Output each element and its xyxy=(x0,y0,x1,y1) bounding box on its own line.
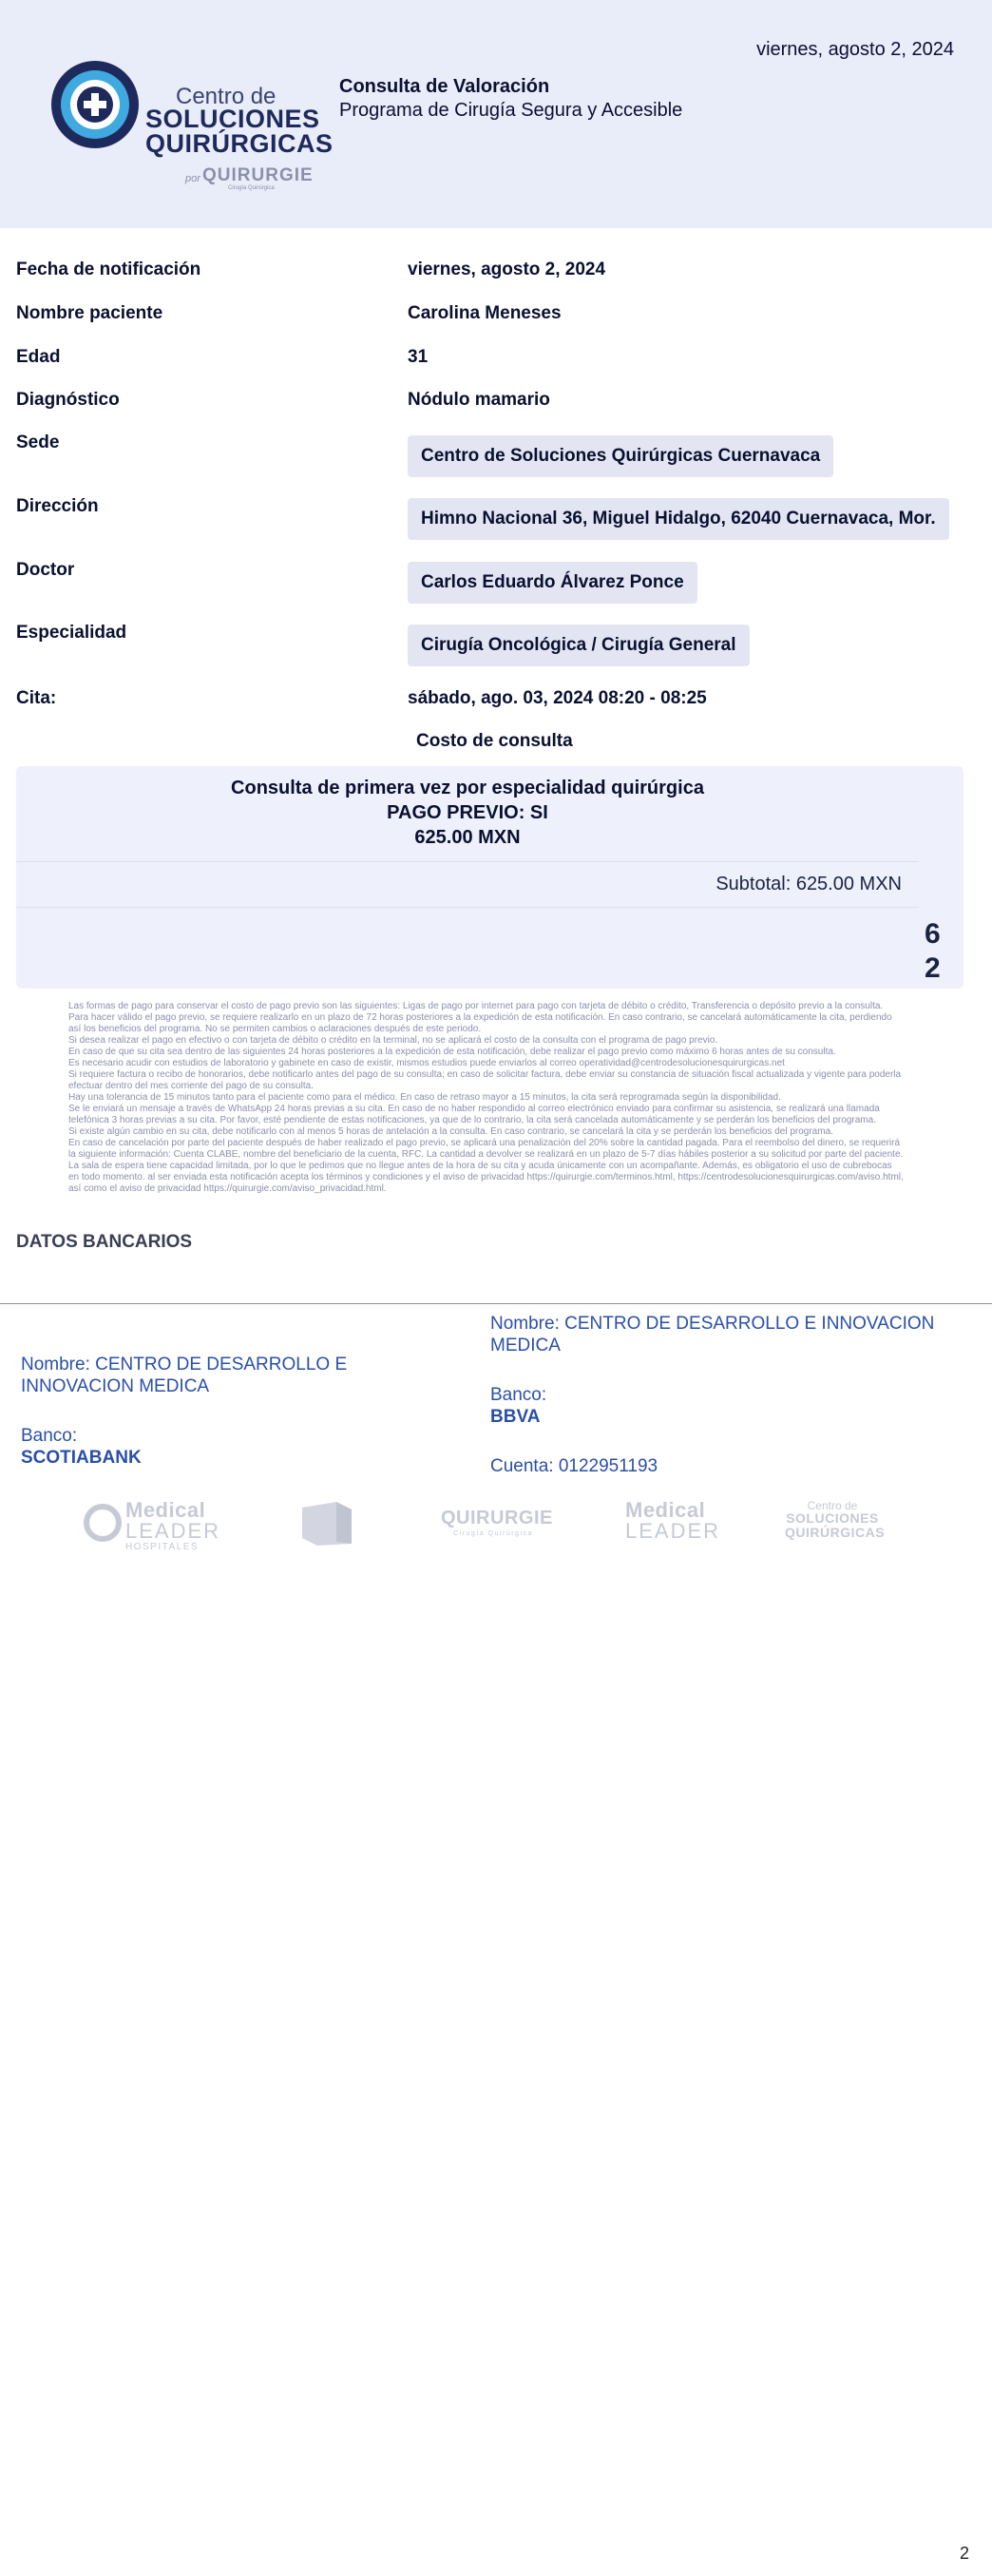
logo-text-bot: QUIRÚRGICAS xyxy=(145,129,334,158)
field-value-diagnosis: Nódulo mamario xyxy=(408,390,550,410)
logo-text-mid: SOLUCIONES xyxy=(145,105,320,133)
terms-paragraph: Se le enviará un mensaje a través de WhatsApp 24 horas previas a su cita. En caso de no haber respondido al correo electrónico enviado para confirmar su asistencia, se realizará una llamada telefónica 3 horas previas a su cita. Por favor, esté pendiente de estas notificaciones, ya que de lo contrario, la cita será cancelada automáticamente y se perderán los beneficios del programa. xyxy=(68,1104,880,1125)
partner-text: Medical xyxy=(625,1498,706,1522)
terms-paragraph: La sala de espera tiene capacidad limitada, por lo que le pedimos que no llegue antes de la hora de su cita y acuda únicamente con un acompañante. Además, es obligatorio el uso de cubrebocas en todo momento. al ser enviada esta notificación acepta los términos y condiciones y el aviso de privacidad https://quirurgie.com/terminos.html, https://centrodesolucionesquirurgicas.com/aviso.html, así como el aviso de privacidad https://quirurgie.com/aviso_privacidad.html. xyxy=(68,1161,904,1194)
terms-paragraph: Para hacer válido el pago previo, se requiere realizarlo en un plazo de 72 horas posteriores a la expedición de esta notificación. En caso contrario, se cancelará automáticamente la cita, perdiendo así los beneficios del programa. No se permiten cambios o aclaraciones después de este periodo. xyxy=(68,1012,892,1034)
ring-logo-icon xyxy=(84,1502,122,1544)
partner-text: QUIRÚRGICAS xyxy=(785,1525,886,1540)
bank-name: BBVA xyxy=(490,1407,541,1427)
building-logo-icon xyxy=(298,1500,355,1548)
partner-logo-building xyxy=(298,1500,355,1548)
bank-account-right xyxy=(490,1313,937,1476)
section-divider xyxy=(0,1303,992,1304)
terms-paragraph: Si requiere factura o recibo de honorarios, debe notificarlo antes del pago de su consulta; en caso de solicitar factura, debe enviar su constancia de situación fiscal actualizada y vigente para poderla efectuar dentro del mes corriente del pago de su consulta. xyxy=(68,1069,902,1091)
cost-amount: 625.00 MXN xyxy=(414,827,521,848)
partner-logo-centro-soluciones xyxy=(785,1499,886,1548)
field-value-location: Centro de Soluciones Quirúrgicas Cuernavaca xyxy=(408,435,833,477)
bank-holder-name: Nombre: CENTRO DE DESARROLLO E INNOVACION MEDICA xyxy=(21,1355,348,1396)
field-label-specialty: Especialidad xyxy=(16,623,127,643)
field-label-appointment: Cita: xyxy=(16,688,57,708)
page-number: 2 xyxy=(959,2544,969,2563)
cost-heading: Costo de consulta xyxy=(416,731,573,751)
field-value-specialty: Cirugía Oncológica / Cirugía General xyxy=(408,625,750,666)
terms-paragraph: Si existe algún cambio en su cita, debe notificarlo con al menos 5 horas de antelación a la consulta. En caso contrario, se cancelará la cita y se perderán los beneficios del programa. xyxy=(68,1126,833,1137)
field-value-doctor: Carlos Eduardo Álvarez Ponce xyxy=(408,562,697,604)
bank-holder-name: Nombre: CENTRO DE DESARROLLO E INNOVACION MEDICA xyxy=(490,1314,935,1355)
bank-account-left xyxy=(21,1354,448,1469)
terms-fine-print xyxy=(68,1001,905,1195)
terms-paragraph: En caso de cancelación por parte del paciente después de haber realizado el pago previo, se aplicará una penalización del 20% sobre la cantidad pagada. Para el reembolso del dinero, se requerirá la siguiente información: Cuenta CLABE, nombre del beneficiario de la cuenta, RFC. La cantidad a devolver se realizará en un plazo de 5-7 días hábiles posterior a su solicitud por parte del paciente. xyxy=(68,1138,904,1160)
header-subtitle: Programa de Cirugía Segura y Accesible xyxy=(339,100,683,121)
logo-brand: QUIRURGIE xyxy=(202,165,314,185)
bank-heading: DATOS BANCARIOS xyxy=(16,1232,193,1252)
field-value-address: Himno Nacional 36, Miguel Hidalgo, 62040 Cuernavaca, Mor. xyxy=(408,498,949,540)
partner-logo-medical-leader xyxy=(625,1498,721,1548)
field-label-patient-name: Nombre paciente xyxy=(16,303,163,323)
cost-divider xyxy=(16,861,919,862)
field-value-age: 31 xyxy=(408,347,429,367)
partner-text: LEADER xyxy=(625,1519,721,1543)
page-header xyxy=(0,0,992,228)
terms-paragraph: Hay una tolerancia de 15 minutos tanto para el paciente como para el médico. En caso de retraso mayor a 15 minutos, la cita será reprogramada según la disponibilidad. xyxy=(68,1092,781,1103)
partner-text: QUIRURGIE xyxy=(441,1508,553,1528)
header-title: Consulta de Valoración xyxy=(339,76,550,97)
terms-paragraph: En caso de que su cita sea dentro de las siguientes 24 horas posteriores a la expedición de esta notificación, debe realizar el pago previo como máximo 6 horas antes de su consulta. xyxy=(68,1047,836,1057)
field-label-address: Dirección xyxy=(16,496,99,516)
cost-table xyxy=(16,766,963,989)
partner-text: HOSPITALES xyxy=(125,1542,200,1552)
bank-label: Banco: xyxy=(490,1385,547,1405)
cost-subtotal: Subtotal: 625.00 MXN xyxy=(715,874,902,894)
terms-paragraph: Las formas de pago para conservar el costo de pago previo son las siguientes: Ligas de pago por internet para pago con tarjeta de débito o crédito, Transferencia o depósito previo a la consulta. xyxy=(68,1001,884,1011)
cost-total-digit: 2 xyxy=(925,952,941,984)
company-logo xyxy=(48,59,333,202)
field-value-appointment: sábado, ago. 03, 2024 08:20 - 08:25 xyxy=(408,688,707,708)
field-value-patient-name: Carolina Meneses xyxy=(408,303,562,323)
logo-text-top: Centro de xyxy=(176,84,277,109)
cost-payment-type: PAGO PREVIO: SI xyxy=(387,802,548,823)
cost-total-digit: 6 xyxy=(925,918,941,950)
field-label-doctor: Doctor xyxy=(16,560,75,580)
field-label-notification-date: Fecha de notificación xyxy=(16,260,201,279)
cost-item: Consulta de primera vez por especialidad quirúrgica xyxy=(231,778,704,798)
field-label-diagnosis: Diagnóstico xyxy=(16,390,120,410)
logo-brand-sub: Cirugía Quirúrgica xyxy=(228,185,275,191)
partner-text: LEADER xyxy=(125,1519,221,1543)
field-value-notification-date: viernes, agosto 2, 2024 xyxy=(408,260,606,279)
partner-text: Medical xyxy=(125,1498,206,1522)
bank-name: SCOTIABANK xyxy=(21,1448,142,1468)
partner-text: SOLUCIONES xyxy=(786,1510,879,1526)
bank-account-number: Cuenta: 0122951193 xyxy=(490,1456,658,1476)
terms-paragraph: Si desea realizar el pago en efectivo o con tarjeta de débito o crédito en la terminal, no se aplicará el costo de la consulta con el programa de pago previo. xyxy=(68,1035,718,1046)
partner-text: Cirugía Quirúrgica xyxy=(453,1530,533,1537)
partner-logo-quirurgie xyxy=(441,1500,553,1548)
partner-text: Centro de xyxy=(807,1499,858,1512)
field-label-age: Edad xyxy=(16,347,61,367)
partner-logo-medical-leader-hospitales xyxy=(84,1498,221,1552)
terms-paragraph: Es necesario acudir con estudios de laboratorio y gabinete en caso de existir, mismos estudios puede enviarlos al correo operatividad@centrodesolucionesquirurgicas.net xyxy=(68,1058,785,1068)
logo-by: por xyxy=(185,173,200,184)
field-label-location: Sede xyxy=(16,433,60,452)
cost-divider xyxy=(16,907,919,908)
bank-label: Banco: xyxy=(21,1426,78,1446)
header-date: viernes, agosto 2, 2024 xyxy=(756,39,954,60)
